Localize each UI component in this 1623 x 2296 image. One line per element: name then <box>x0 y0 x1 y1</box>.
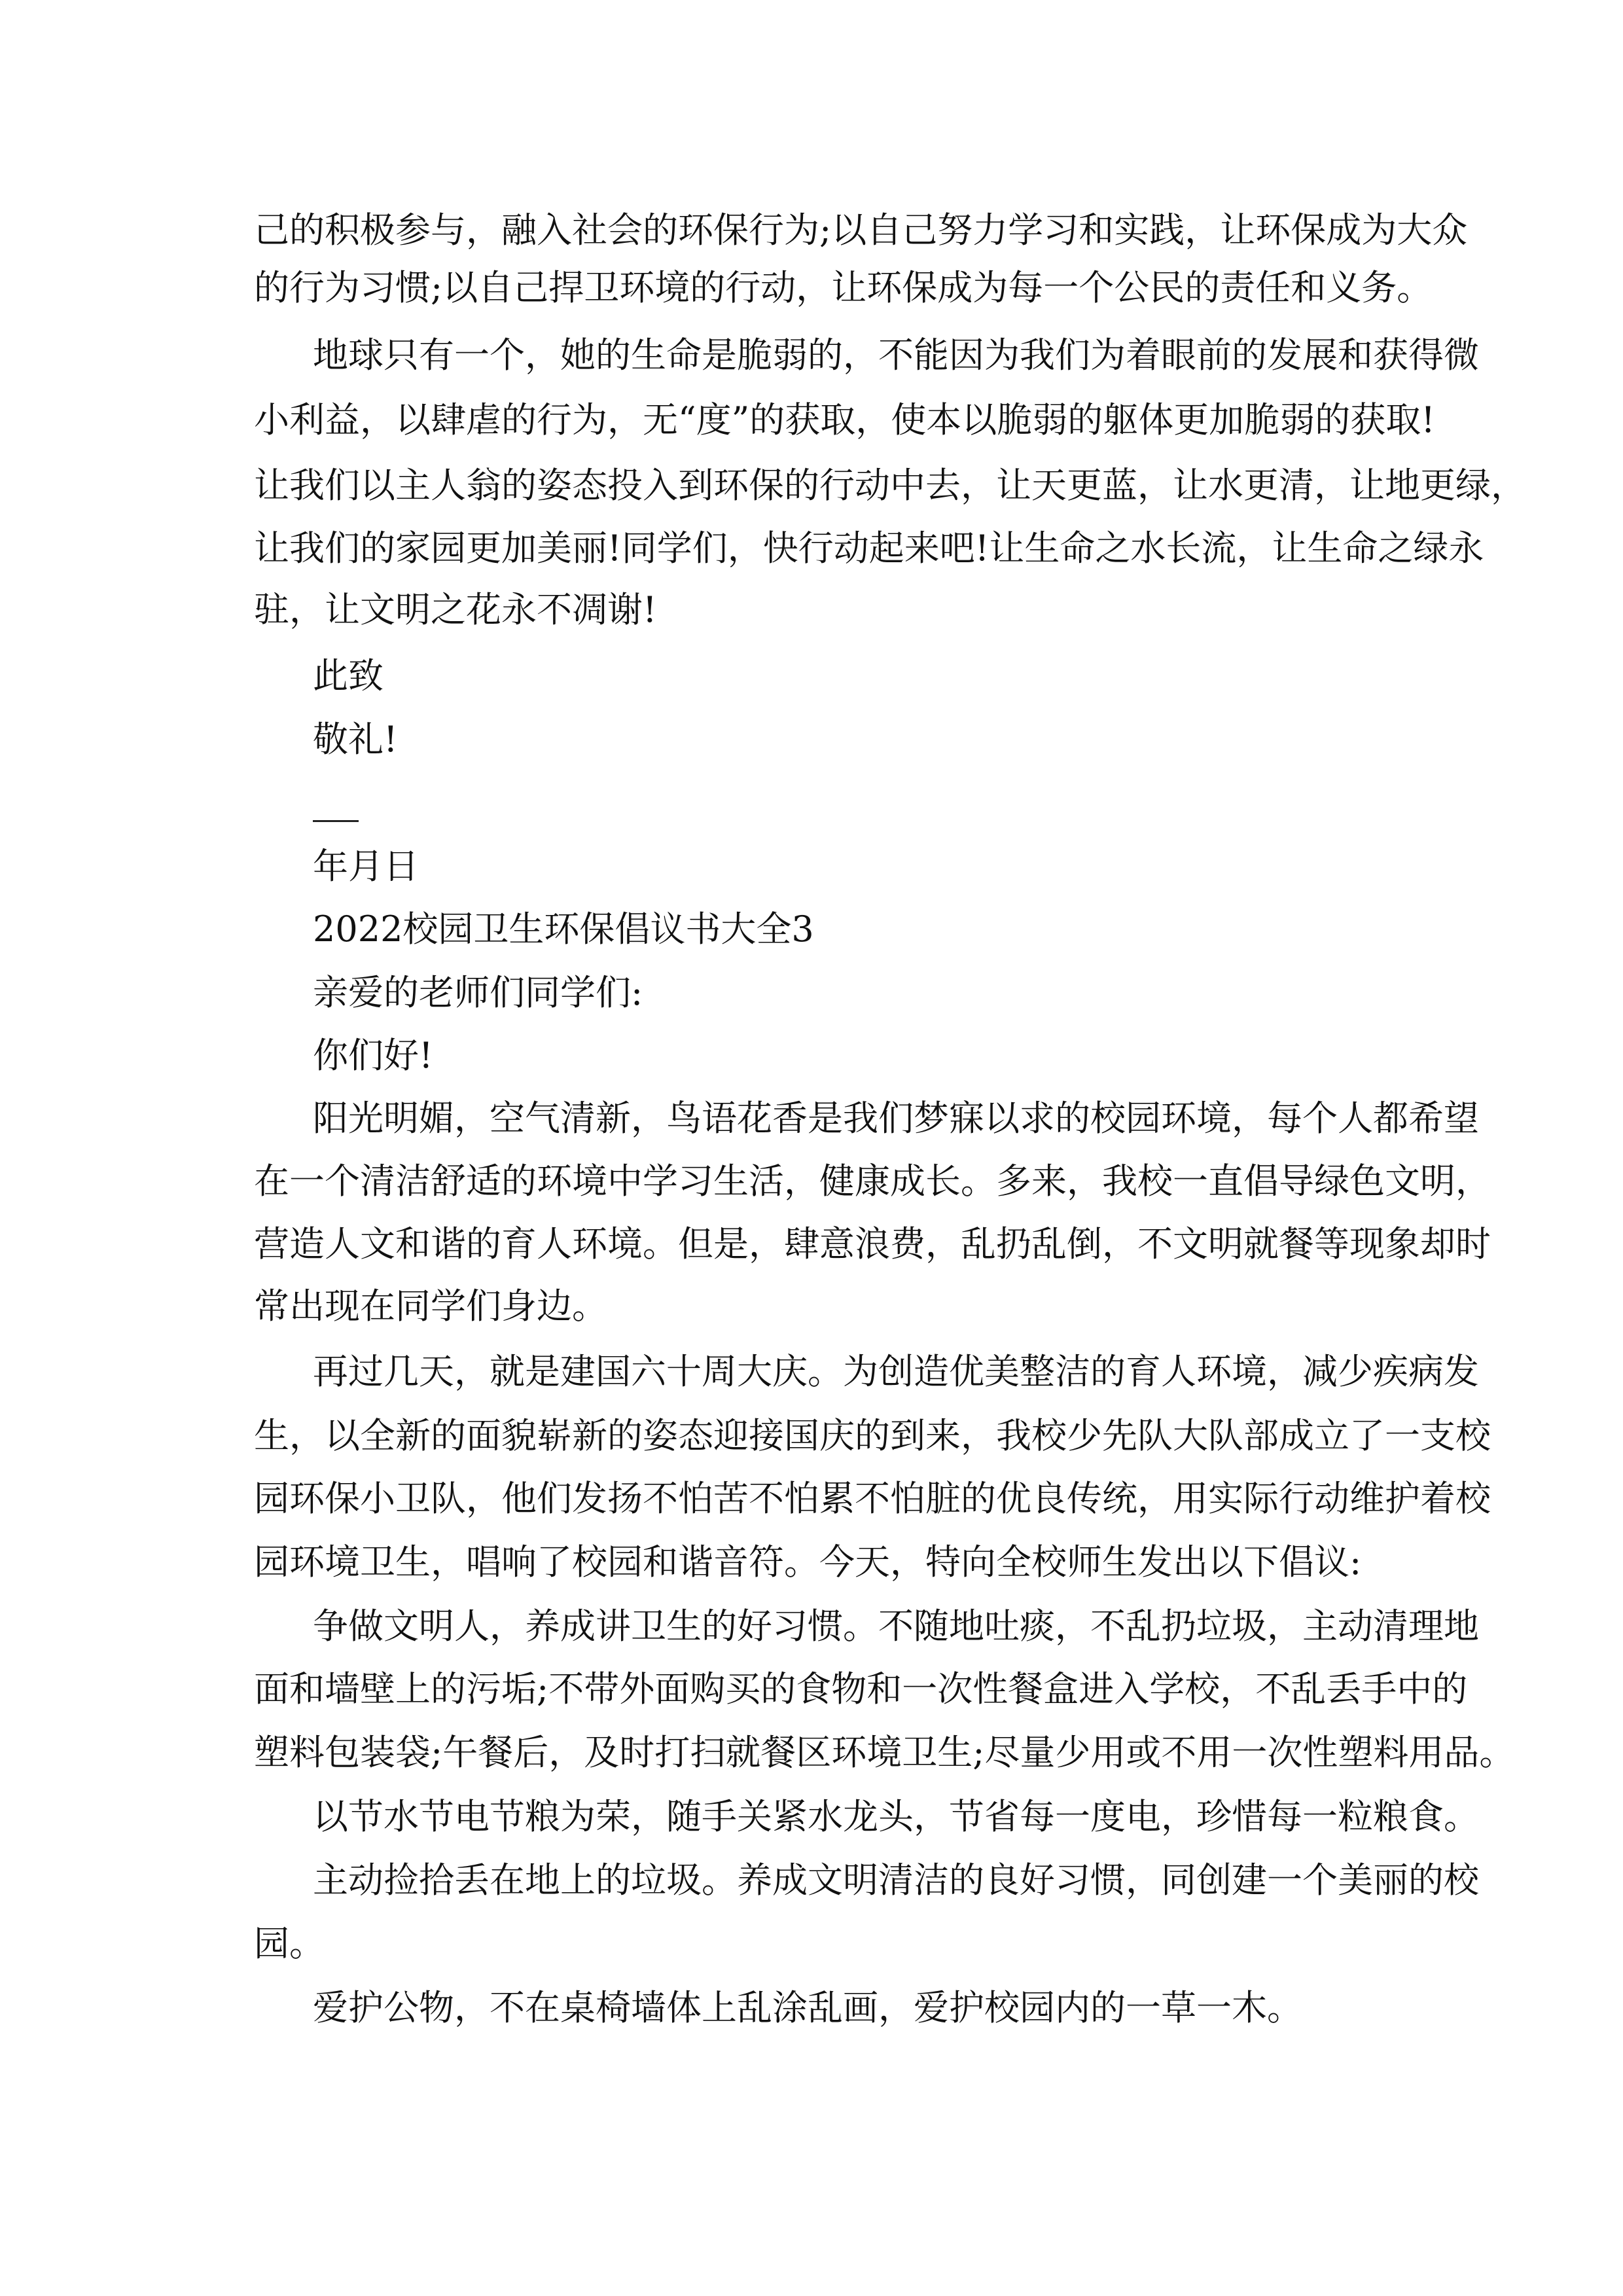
paragraph-line: 地球只有一个，她的生命是脆弱的，不能因为我们为着眼前的发展和获得微 <box>313 334 1479 376</box>
salutation-line: 亲爱的老师们同学们: <box>313 972 643 1013</box>
paragraph-line: 面和墙壁上的污垢;不带外面购买的食物和一次性餐盒进入学校，不乱丢手中的 <box>254 1668 1468 1710</box>
paragraph-line: 在一个清洁舒适的环境中学习生活，健康成长。多来，我校一直倡导绿色文明， <box>254 1160 1491 1202</box>
paragraph-line: 以节水节电节粮为荣，随手关紧水龙头，节省每一度电，珍惜每一粒粮食。 <box>313 1796 1479 1837</box>
closing-line: 此致 <box>313 655 383 696</box>
date-line: 年月日 <box>313 846 419 887</box>
signature-blank-rule <box>313 820 359 822</box>
paragraph-line: 营造人文和谐的育人环境。但是，肆意浪费，乱扔乱倒，不文明就餐等现象却时 <box>254 1223 1491 1265</box>
paragraph-line: 驻，让文明之花永不凋谢! <box>254 589 657 630</box>
paragraph-line: 爱护公物，不在桌椅墙体上乱涂乱画，爱护校园内的一草一木。 <box>313 1987 1302 2028</box>
paragraph-line: 争做文明人，养成讲卫生的好习惯。不随地吐痰，不乱扔垃圾，主动清理地 <box>313 1605 1479 1647</box>
closing-line: 敬礼! <box>313 719 398 760</box>
paragraph-line: 再过几天，就是建国六十周大庆。为创造优美整洁的育人环境，减少疾病发 <box>313 1351 1479 1392</box>
paragraph-line: 让我们以主人翁的姿态投入到环保的行动中去，让天更蓝，让水更清，让地更绿， <box>254 465 1526 506</box>
paragraph-line: 小利益，以肆虐的行为，无“度”的获取，使本以脆弱的躯体更加脆弱的获取! <box>254 399 1435 440</box>
paragraph-line: 己的积极参与，融入社会的环保行为;以自己努力学习和实践，让环保成为大众 <box>254 209 1468 251</box>
paragraph-line: 的行为习惯;以自己捍卫环境的行动，让环保成为每一个公民的责任和义务。 <box>254 267 1433 308</box>
section-title: 2022校园卫生环保倡议书大全3 <box>313 908 814 950</box>
paragraph-line: 塑料包装袋;午餐后，及时打扫就餐区环境卫生;尽量少用或不用一次性塑料用品。 <box>254 1732 1515 1773</box>
paragraph-line: 让我们的家园更加美丽!同学们，快行动起来吧!让生命之水长流，让生命之绿永 <box>254 528 1484 569</box>
paragraph-line: 常出现在同学们身边。 <box>254 1285 607 1327</box>
paragraph-line: 生，以全新的面貌崭新的姿态迎接国庆的到来，我校少先队大队部成立了一支校 <box>254 1415 1491 1456</box>
paragraph-line: 园环境卫生，唱响了校园和谐音符。今天，特向全校师生发出以下倡议: <box>254 1541 1362 1583</box>
paragraph-line: 园。 <box>254 1923 325 1964</box>
greeting-line: 你们好! <box>313 1035 433 1076</box>
paragraph-line: 园环保小卫队，他们发扬不怕苦不怕累不怕脏的优良传统，用实际行动维护着校 <box>254 1478 1491 1519</box>
paragraph-line: 主动捡拾丢在地上的垃圾。养成文明清洁的良好习惯，同创建一个美丽的校 <box>313 1859 1479 1901</box>
paragraph-line: 阳光明媚，空气清新，鸟语花香是我们梦寐以求的校园环境，每个人都希望 <box>313 1098 1479 1139</box>
